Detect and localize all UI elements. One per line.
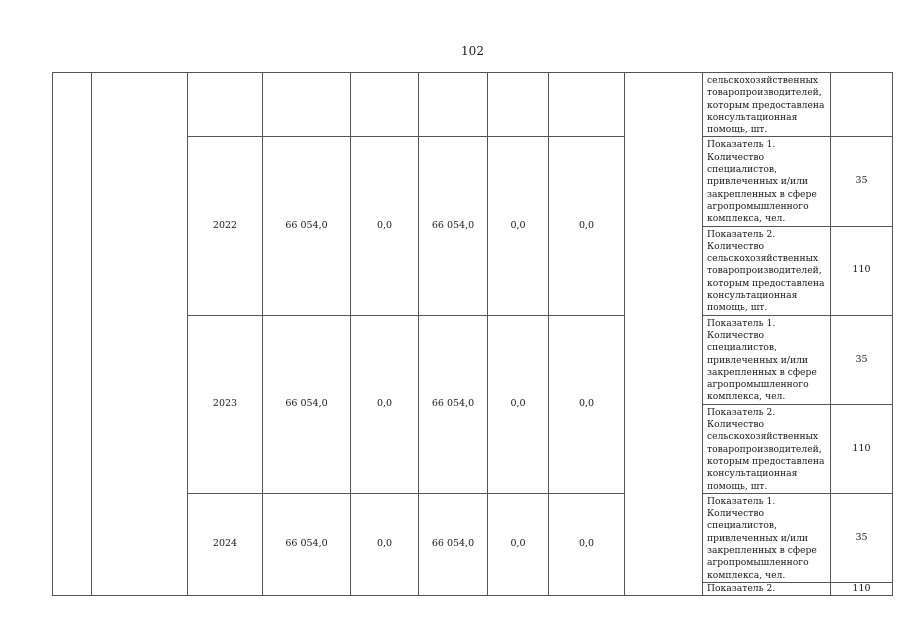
other-sources-cell: 0,0	[549, 137, 625, 315]
indicator-description: Показатель 1. Количество специалистов, привлеченных и/или закрепленных в сфере агропромышленного комплекса, чел.	[703, 493, 831, 582]
indicator-value: 110	[831, 404, 893, 493]
indicator-description: Показатель 1. Количество специалистов, привлеченных и/или закрепленных в сфере агропромышленного комплекса, чел.	[703, 137, 831, 226]
year-cell: 2024	[188, 493, 263, 595]
federal-budget-cell: 0,0	[351, 493, 419, 595]
federal-budget-cell: 0,0	[351, 137, 419, 315]
table-row	[53, 73, 893, 137]
other-sources-cell: 0,0	[549, 493, 625, 595]
event-name-cell	[92, 73, 188, 596]
indicator-description: Показатель 2. Количество сельскохозяйственных товаропроизводителей, которым предоставлена консультационная помощь, шт.	[703, 404, 831, 493]
indicator-value	[831, 73, 893, 137]
number-cell	[53, 73, 92, 596]
year-cell: 2022	[188, 137, 263, 315]
federal-budget-cell: 0,0	[351, 315, 419, 493]
indicator-value: 35	[831, 315, 893, 404]
year-cell	[188, 73, 263, 137]
federal-budget-cell	[351, 73, 419, 137]
executor-cell	[625, 73, 703, 596]
indicator-description: сельскохозяйственных товаропроизводителей, которым предоставлена консультационная помощь, шт.	[703, 73, 831, 137]
indicator-value: 35	[831, 493, 893, 582]
year-cell: 2023	[188, 315, 263, 493]
total-cell: 66 054,0	[263, 137, 351, 315]
regional-budget-cell	[419, 73, 488, 137]
indicator-description: Показатель 1. Количество специалистов, привлеченных и/или закрепленных в сфере агропромышленного комплекса, чел.	[703, 315, 831, 404]
local-budget-cell: 0,0	[488, 315, 549, 493]
local-budget-cell: 0,0	[488, 493, 549, 595]
total-cell: 66 054,0	[263, 493, 351, 595]
regional-budget-cell: 66 054,0	[419, 137, 488, 315]
local-budget-cell: 0,0	[488, 137, 549, 315]
total-cell	[263, 73, 351, 137]
regional-budget-cell: 66 054,0	[419, 315, 488, 493]
program-funding-table	[52, 72, 893, 596]
other-sources-cell: 0,0	[549, 315, 625, 493]
indicator-description: Показатель 2.	[703, 582, 831, 595]
page-number: 102	[461, 44, 484, 58]
indicator-value: 35	[831, 137, 893, 226]
other-sources-cell	[549, 73, 625, 137]
program-table-wrapper	[52, 72, 892, 594]
regional-budget-cell: 66 054,0	[419, 493, 488, 595]
total-cell: 66 054,0	[263, 315, 351, 493]
indicator-description: Показатель 2. Количество сельскохозяйственных товаропроизводителей, которым предоставлена консультационная помощь, шт.	[703, 226, 831, 315]
local-budget-cell	[488, 73, 549, 137]
indicator-value: 110	[831, 226, 893, 315]
indicator-value: 110	[831, 582, 893, 595]
